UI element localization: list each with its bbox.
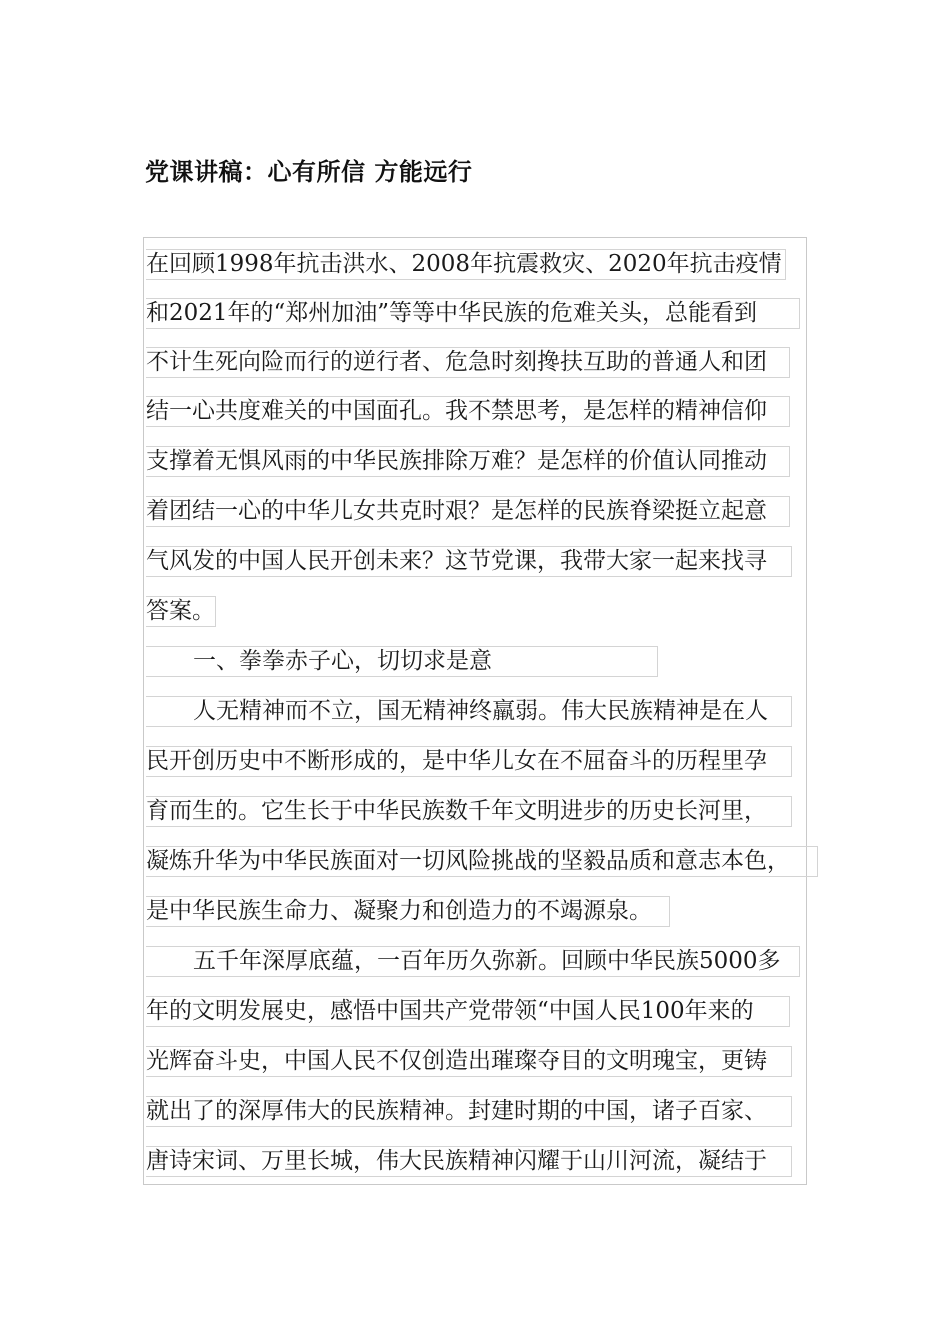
- paragraph-line: 民开创历史中不断形成的，是中华儿女在不屈奋斗的历程里孕: [146, 746, 792, 777]
- paragraph-line: 在回顾1998年抗击洪水、2008年抗震救灾、2020年抗击疫情: [146, 249, 786, 280]
- paragraph-line: 唐诗宋词、万里长城，伟大民族精神闪耀于山川河流，凝结于: [146, 1146, 792, 1177]
- paragraph-line: 凝炼升华为中华民族面对一切风险挑战的坚毅品质和意志本色，: [146, 846, 818, 877]
- paragraph-line: 就出了的深厚伟大的民族精神。封建时期的中国，诸子百家、: [146, 1096, 792, 1127]
- paragraph-line: 人无精神而不立，国无精神终羸弱。伟大民族精神是在人: [146, 696, 792, 727]
- paragraph-line: 育而生的。它生长于中华民族数千年文明进步的历史长河里，: [146, 796, 792, 827]
- page-title: 党课讲稿：心有所信 方能远行: [145, 158, 473, 186]
- section-heading: 一、拳拳赤子心，切切求是意: [146, 646, 658, 677]
- paragraph-line: 不计生死向险而行的逆行者、危急时刻搀扶互助的普通人和团: [146, 347, 790, 378]
- paragraph-line: 光辉奋斗史，中国人民不仅创造出璀璨夺目的文明瑰宝，更铸: [146, 1046, 792, 1077]
- paragraph-line: 气风发的中国人民开创未来？这节党课，我带大家一起来找寻: [146, 546, 792, 577]
- paragraph-line: 结一心共度难关的中国面孔。我不禁思考，是怎样的精神信仰: [146, 396, 790, 427]
- paragraph-line: 和2021年的“郑州加油”等等中华民族的危难关头，总能看到: [146, 298, 800, 329]
- paragraph-line: 是中华民族生命力、凝聚力和创造力的不竭源泉。: [146, 896, 670, 927]
- paragraph-line: 五千年深厚底蕴，一百年历久弥新。回顾中华民族5000多: [146, 946, 800, 977]
- paragraph-line: 答案。: [146, 596, 216, 627]
- paragraph-line: 支撑着无惧风雨的中华民族排除万难？是怎样的价值认同推动: [146, 446, 790, 477]
- paragraph-line: 着团结一心的中华儿女共克时艰？是怎样的民族脊梁挺立起意: [146, 496, 790, 527]
- paragraph-line: 年的文明发展史，感悟中国共产党带领“中国人民100年来的: [146, 996, 790, 1027]
